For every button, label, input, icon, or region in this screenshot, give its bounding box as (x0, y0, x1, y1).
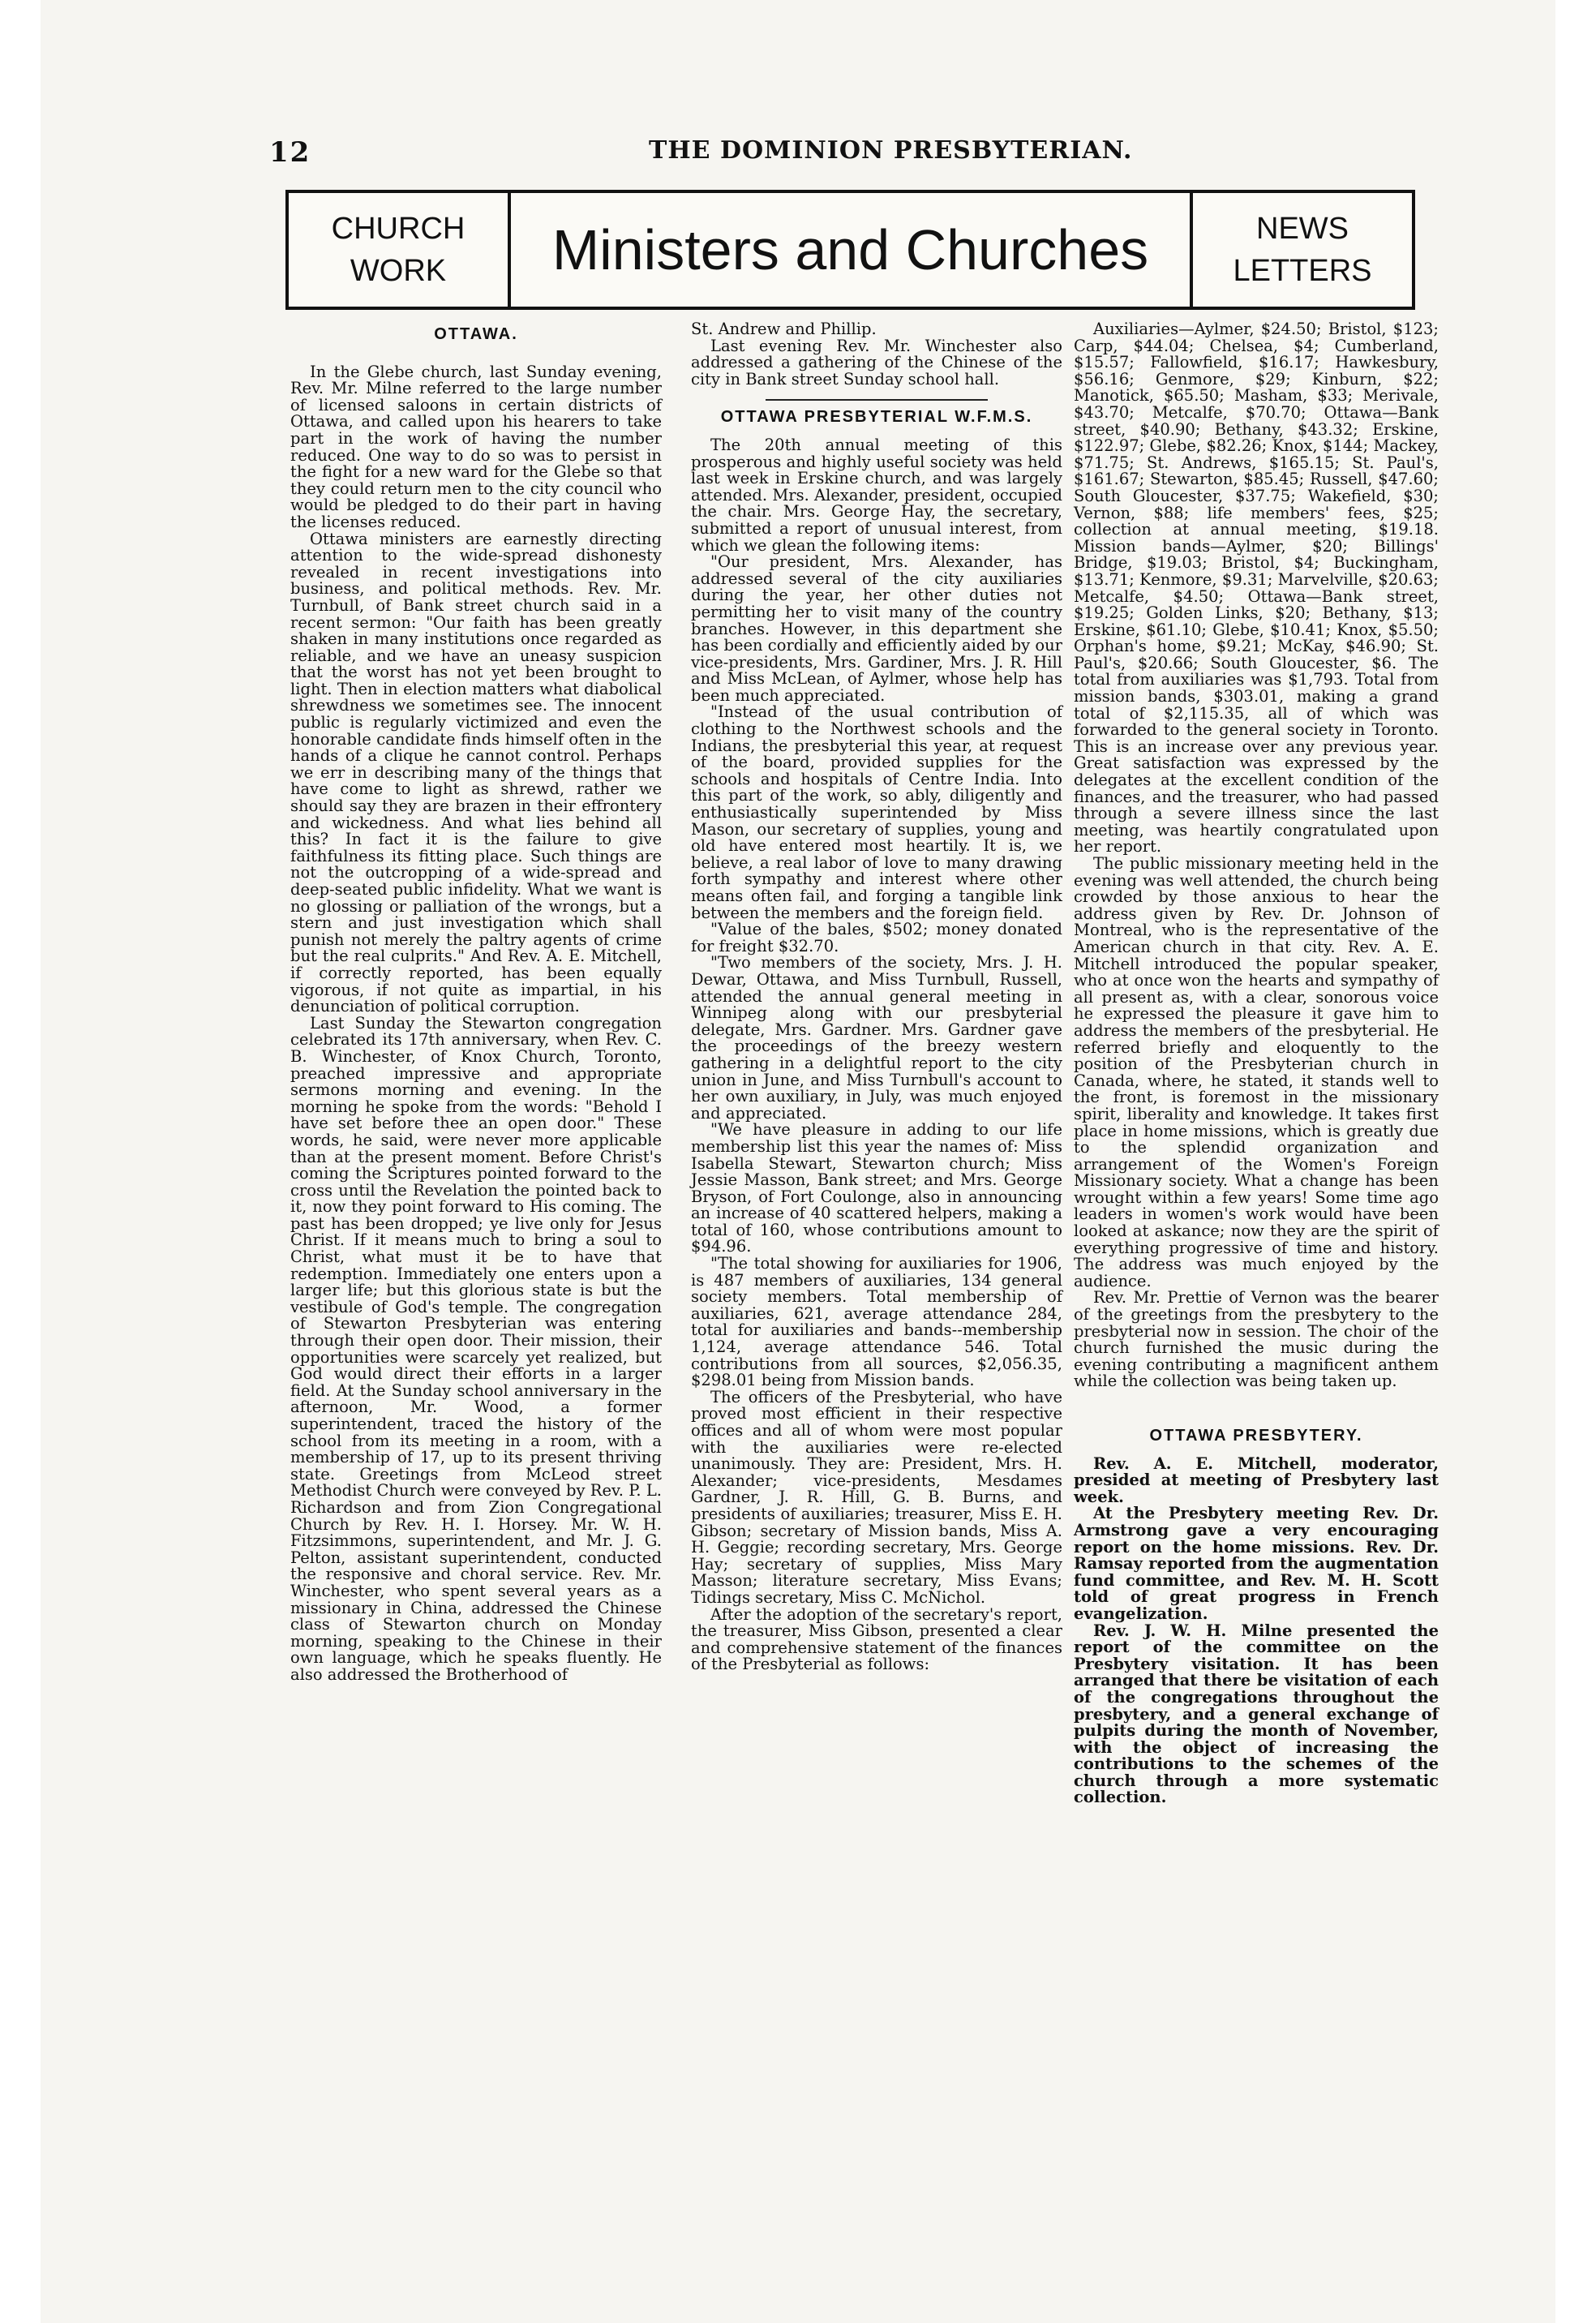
column-2 (691, 321, 1062, 1673)
article-paragraph: Last evening Rev. Mr. Winchester also addressed a gathering of the Chinese of the city in Bank street Sunday school hall. (691, 336, 1062, 389)
section-title: Ministers and Churches (551, 218, 1149, 281)
article-paragraph: "Two members of the society, Mrs. J. H. Dewar, Ottawa, and Miss Turnbull, Russell, attended the annual general meeting in Winnipeg along with our presbyterial delegate, Mrs. Gardner. Mrs. Gardner gave the proceedings of the breezy western gathering in a delightful report to the city union in June, and Miss Turnbull's account to her own auxiliary, in July, was much enjoyed and appreciated. (691, 953, 1062, 1123)
running-head: THE DOMINION PRESBYTERIAN. (649, 136, 1133, 165)
banner-left-line1: CHURCH (331, 212, 466, 246)
article-paragraph: In the Glebe church, last Sunday evening, Rev. Mr. Milne referred to the large number of licensed saloons in certain districts of Ottawa, and called upon his hearers to take part in the work of having the number reduced. One way to do so was to persist in the fight for a new ward for the Glebe so that they could return men to the city council who would be pledged to do their part in having the licenses reduced. (290, 362, 662, 531)
column-3 (1074, 321, 1439, 1806)
banner-right-line2: LETTERS (1233, 254, 1372, 288)
article-paragraph: The 20th annual meeting of this prosperous and highly useful society was held last week in Erskine church, and was largely attended. Mrs. Alexander, president, occupied the chair. Mrs. George Hay, the secretary, submitted a report of unusual interest, from which we glean the following items: (691, 435, 1062, 555)
article-paragraph: "Our president, Mrs. Alexander, has addressed several of the city auxiliaries during the year, her other duties not permitting her to visit many of the country branches. However, in this department she has been cordially and efficiently aided by our vice-presidents, Mrs. Gardiner, Mrs. J. R. Hill and Miss McLean, of Aylmer, whose help has been much appreciated. (691, 552, 1062, 705)
article-paragraph: Last Sunday the Stewarton congregation celebrated its 17th anniversary, when Rev. C. B. Winchester, of Knox Church, Toronto, preached impressive and appropriate sermons morning and evening. In the morning he spoke from the words: "Behold I have set before thee an open door." These words, he said, were never more applicable than at the present moment. Before Christ's coming the Scriptures pointed forward to the cross until the Revelation the pointed back to it, now they point forward to His coming. The past has been dropped; ye live only for Jesus Christ. If it means much to bring a soul to Christ, what must it be to have that redemption. Immediately one enters upon a larger life; but this glorious state is but the vestibule of God's temple. The congregation of Stewarton Presbyterian was entering through their open door. Their mission, their opportunities were scarcely yet realized, but God would direct their efforts in a larger field. At the Sunday school anniversary in the afternoon, Mr. Wood, a former superintendent, traced the history of the school from its meeting in a room, with a membership of 17, up to its present thriving state. Greetings from McLeod street Methodist Church were conveyed by Rev. P. L. Richardson and from Zion Congregational Church by Rev. H. I. Horsey. Mr. W. H. Fitzsimmons, superintendent, and Mr. J. G. Pelton, assistant superintendent, conducted the responsive and choral service. Rev. Mr. Winchester, who spent several years as a missionary in China, addressed the Chinese class of Stewarton church on Monday morning, speaking to the Chinese in their own language, which he speaks fluently. He also addressed the Brotherhood of (290, 1013, 662, 1684)
article-paragraph: After the adoption of the secretary's report, the treasurer, Miss Gibson, presented a clear and comprehensive statement of the finances of the Presbyterial as follows: (691, 1604, 1062, 1674)
banner-right-box (1190, 193, 1412, 307)
article-paragraph: Auxiliaries—Aylmer, $24.50; Bristol, $123; Carp, $44.04; Chelsea, $4; Cumberland, $15.57; Fallowfield, $16.17; Hawkesbury, $56.16; Genmore, $29; Kinburn, $22; Manotick, $65.50; Masham, $33; Merivale, $43.70; Metcalfe, $70.70; Ottawa—Bank street, $40.90; Bethany, $43.32; Erskine, $122.97; Glebe, $82.26; Knox, $144; Mackey, $71.75; St. Andrews, $165.15; St. Paul's, $161.67; Stewarton, $85.45; Russell, $47.60; South Gloucester, $37.75; Wakefield, $30; Vernon, $88; life members' fees, $25; collection at annual meeting, $19.18. Mission bands—Aylmer, $20; Billings' Bridge, $19.03; Bristol, $4; Buckingham, $13.71; Kenmore, $9.31; Marvelville, $20.63; Metcalfe, $4.50; Ottawa—Bank street, $19.25; Golden Links, $20; Bethany, $13; Erskine, $61.10; Glebe, $10.41; Knox, $5.50; Orphan's home, $9.21; McKay, $46.90; St. Paul's, $20.66; South Gloucester, $6. The total from auxiliaries was $1,793. Total from mission bands, $303.01, making a grand total of $2,115.35, all of which was forwarded to the general society in Toronto. This is an increase over any previous year. Great satisfaction was expressed by the delegates at the excellent condition of the finances, and the treasurer, who had passed through a severe illness since the last meeting, was heartily congratulated upon her report. (1074, 320, 1439, 857)
heading-ottawa: OTTAWA. (434, 325, 518, 343)
banner-left-box (289, 193, 511, 307)
article-paragraph: Rev. A. E. Mitchell, moderator, presided at meeting of Presbytery last week. (1074, 1453, 1439, 1506)
column-1 (290, 321, 662, 1684)
page-number: 12 (269, 136, 311, 169)
heading-presbytery: OTTAWA PRESBYTERY. (1149, 1427, 1363, 1445)
banner-left-line2: WORK (350, 254, 447, 288)
article-paragraph: St. Andrew and Phillip. (691, 320, 877, 338)
heading-wfms: OTTAWA PRESBYTERIAL W.F.M.S. (720, 408, 1033, 427)
article-paragraph: Rev. J. W. H. Milne presented the report of the committee on the Presbytery visitation. It has been arranged that there be visitation of each of the congregations throughout the presbytery, and a general exchange of pulpits during the month of November, with the object of increasing the contributions to the schemes of the church through a more systematic collection. (1074, 1621, 1439, 1807)
article-paragraph: "Instead of the usual contribution of clothing to the Northwest schools and the Indians, the presbyterial this year, at request of the board, provided supplies for the schools and hospitals of Centre India. Into this part of the work, so ably, diligently and enthusiastically superintended by Miss Mason, our secretary of supplies, young and old have entered most heartily. It is, we believe, a real labor of love to many drawing forth sympathy and interest where other means often fail, and forging a tangible link between the members and the foreign field. (691, 702, 1062, 922)
article-paragraph: The officers of the Presbyterial, who have proved most efficient in their respective offices and all of whom were most popular with the auxiliaries were re-elected unanimously. They are: President, Mrs. H. Alexander; vice-presidents, Mesdames Gardner, J. R. Hill, G. B. Burns, and presidents of auxiliaries; treasurer, Miss E. H. Gibson; secretary of Mission bands, Miss A. H. Geggie; recording secretary, Mrs. George Hay; secretary of supplies, Miss Mary Masson; literature secretary, Miss Evans; Tidings secretary, Miss C. McNichol. (691, 1387, 1062, 1607)
banner-right-line1: NEWS (1256, 212, 1349, 246)
article-paragraph: "We have pleasure in adding to our life membership list this year the names of: Miss Isabella Stewart, Stewarton church; Miss Jessie Masson, Bank street; and Mrs. George Bryson, of Fort Coulonge, also in announcing an increase of 40 scattered helpers, making a total of 160, whose contributions amount to $94.96. (691, 1120, 1062, 1256)
article-paragraph: At the Presbytery meeting Rev. Dr. Armstrong gave a very encouraging report on the home missions. Rev. Dr. Ramsay reported from the augmentation fund committee, and Rev. M. H. Scott told of great progress in French evangelization. (1074, 1504, 1439, 1623)
article-paragraph: "Value of the bales, $502; money donated for freight $32.70. (691, 920, 1062, 955)
article-paragraph: "The total showing for auxiliaries for 1906, is 487 members of auxiliaries, 134 general society members. Total membership of auxiliaries, 621, average attendance 284, total for auxiliaries and bands--membership 1,124, average attendance 546. Total contributions from all sources, $2,056.35, $298.01 being from Mission bands. (691, 1254, 1062, 1390)
article-paragraph: The public missionary meeting held in the evening was well attended, the church being crowded by those anxious to hear the address given by Rev. Dr. Johnson of Montreal, who is the representative of the American church in that city. Rev. A. E. Mitchell introduced the popular speaker, who at once won the hearts and sympathy of all present as, with a clear, sonorous voice he expressed the pleasure it gave him to address the members of the presbyterial. He referred briefly and eloquently to the position of the Presbyterian church in Canada, where, he stated, it stands well to the front, is foremost in the missionary spirit, liberality and knowledge. It takes first place in home missions, which is greatly due to the splendid organization and arrangement of the Women's Foreign Missionary society. What a change has been wrought within a few years! Some time ago leaders in women's work would have been looked at askance; now they are the spirit of everything progressive of time and history. The address was much enjoyed by the audience. (1074, 854, 1439, 1290)
section-banner (285, 190, 1415, 310)
article-paragraph: Rev. Mr. Prettie of Vernon was the bearer of the greetings from the presbytery to the presbyterial now in session. The choir of the church furnished the music during the evening contributing a magnificent anthem while the collection was being taken up. (1074, 1288, 1439, 1391)
section-rule (766, 399, 989, 401)
article-paragraph: Ottawa ministers are earnestly directing attention to the wide-spread dishonesty revealed in recent investigations into business, and political methods. Rev. Mr. Turnbull, of Bank street church said in a recent sermon: "Our faith has been greatly shaken in many institutions once regarded as reliable, and we have an uneasy suspicion that the worst has not yet been brought to light. Then in election matters what diabolical shrewdness we sometimes see. The innocent public is regularly victimized and even the honorable candidate finds himself often in the hands of a clique he cannot control. Perhaps we err in describing many of the things that have come to light as shrewd, rather we should say they are brazen in their effrontery and wickedness. And what lies behind all this? In fact it is the failure to give faithfulness its fitting place. Such things are not the outcropping of a wide-spread and deep-seated public infidelity. What we want is no glossing or palliation of the wrongs, but a stern and just investigation which shall punish not merely the paltry agents of crime but the real culprits." And Rev. A. E. Mitchell, if correctly reported, has been equally vigorous, if not quite as impartial, in his denunciation of political corruption. (290, 529, 662, 1016)
